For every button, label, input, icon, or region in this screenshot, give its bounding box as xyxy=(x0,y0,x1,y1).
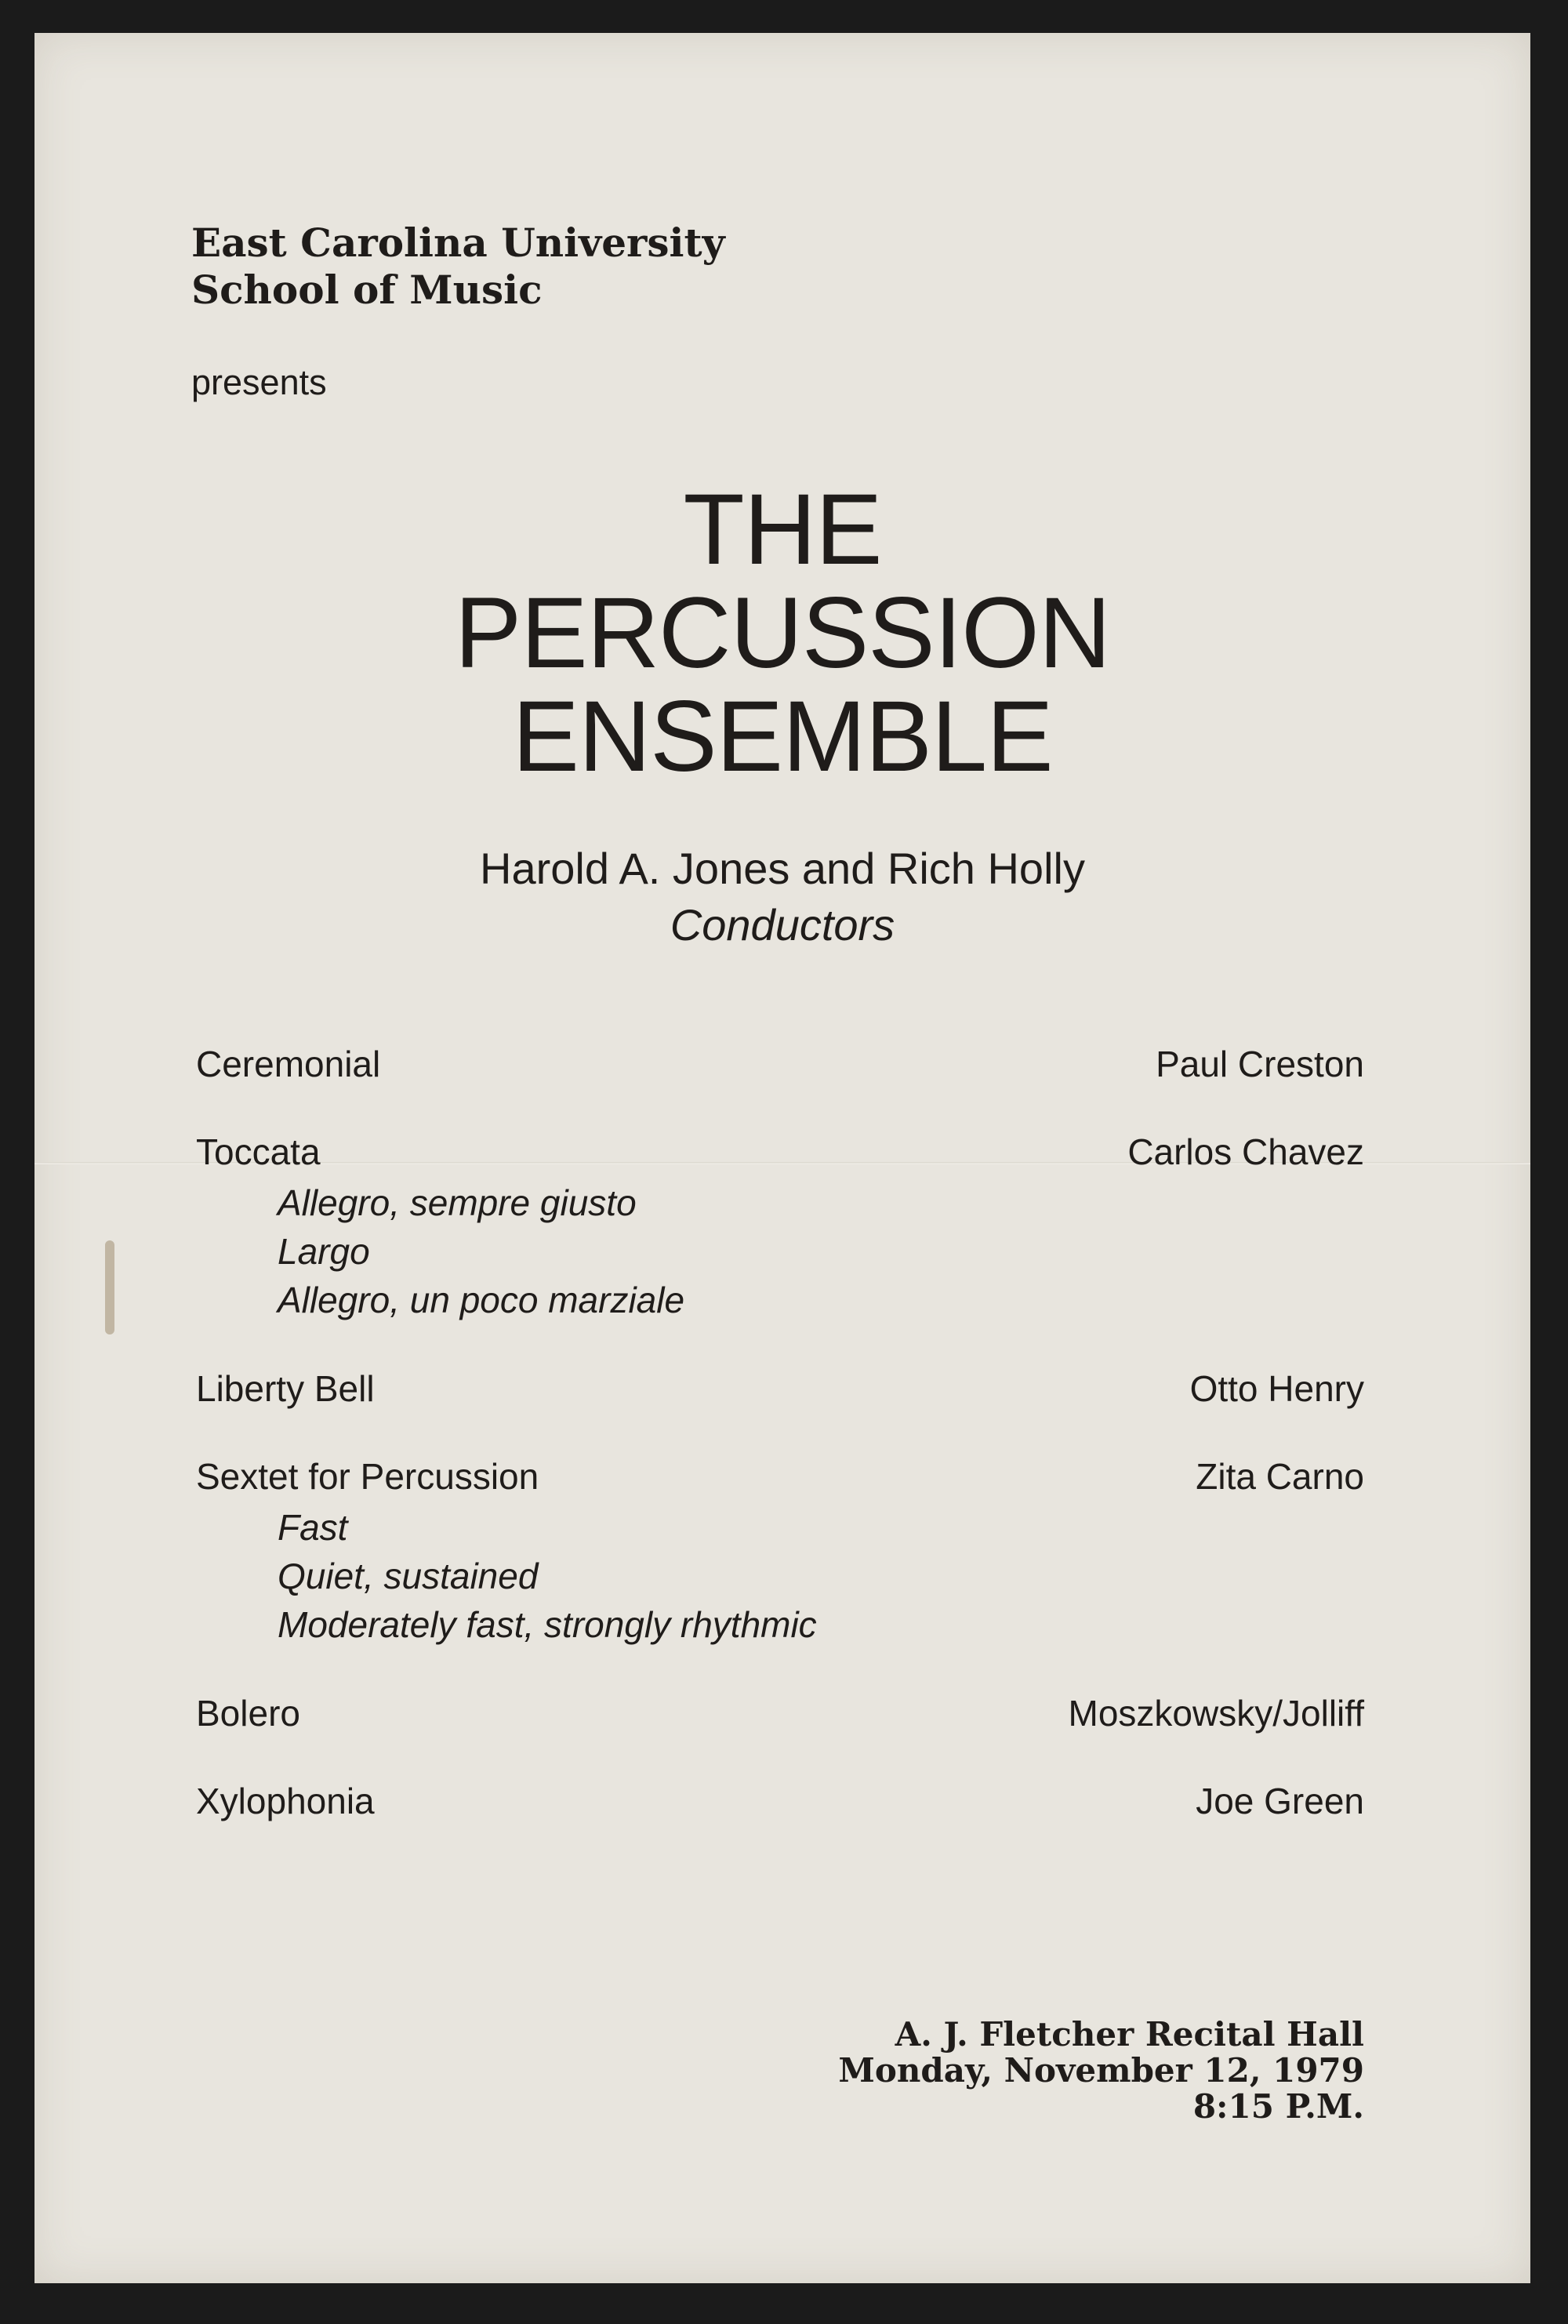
title-line-3: ENSEMBLE xyxy=(512,681,1053,793)
movement: Allegro, un poco marziale xyxy=(278,1280,685,1320)
movement: Moderately fast, strongly rhythmic xyxy=(278,1604,817,1645)
movement: Largo xyxy=(278,1231,370,1272)
program-sheet xyxy=(34,33,1530,2283)
program-item xyxy=(196,1040,1364,1088)
piece-composer: Otto Henry xyxy=(1189,1368,1364,1409)
piece-title: Liberty Bell xyxy=(196,1368,375,1409)
program-item-row xyxy=(196,1365,1364,1412)
movement: Quiet, sustained xyxy=(278,1556,539,1596)
movement-list xyxy=(196,1503,1364,1649)
piece-composer: Joe Green xyxy=(1196,1781,1364,1821)
program-item xyxy=(196,1777,1364,1825)
presenter-header xyxy=(191,220,725,314)
paper-stain xyxy=(105,1240,114,1334)
school-name: School of Music xyxy=(191,267,543,313)
piece-title: Xylophonia xyxy=(196,1781,375,1821)
piece-title: Toccata xyxy=(196,1131,321,1172)
piece-title: Bolero xyxy=(196,1693,300,1734)
venue: A. J. Fletcher Recital Hall xyxy=(895,2015,1364,2053)
program-item xyxy=(196,1453,1364,1649)
piece-title: Sextet for Percussion xyxy=(196,1456,539,1497)
program-item xyxy=(196,1128,1364,1324)
event-time: 8:15 P.M. xyxy=(1192,2087,1364,2126)
program-item-row xyxy=(196,1690,1364,1737)
movement-list xyxy=(196,1178,1364,1324)
piece-composer: Moszkowsky/Jolliff xyxy=(1068,1693,1364,1734)
program-item-row xyxy=(196,1128,1364,1175)
program-item-row xyxy=(196,1040,1364,1088)
piece-title: Ceremonial xyxy=(196,1044,381,1084)
title-line-1: THE xyxy=(683,474,882,586)
presents-text: presents xyxy=(191,362,327,402)
program-item xyxy=(196,1365,1364,1412)
concert-title xyxy=(34,474,1530,793)
conductors-block xyxy=(34,841,1530,953)
event-date: Monday, November 12, 1979 xyxy=(838,2051,1364,2090)
program-item-row xyxy=(196,1453,1364,1500)
conductor-names: Harold A. Jones and Rich Holly xyxy=(480,844,1085,893)
piece-composer: Zita Carno xyxy=(1196,1456,1364,1497)
program-list xyxy=(196,1040,1364,1865)
title-line-2: PERCUSSION xyxy=(454,577,1111,689)
program-item xyxy=(196,1690,1364,1737)
conductor-role: Conductors xyxy=(670,900,895,950)
event-details xyxy=(838,2017,1364,2125)
movement: Fast xyxy=(278,1507,348,1548)
piece-composer: Paul Creston xyxy=(1156,1044,1364,1084)
piece-composer: Carlos Chavez xyxy=(1127,1131,1364,1172)
program-item-row xyxy=(196,1777,1364,1825)
movement: Allegro, sempre giusto xyxy=(278,1182,637,1223)
university-name: East Carolina University xyxy=(191,220,725,266)
